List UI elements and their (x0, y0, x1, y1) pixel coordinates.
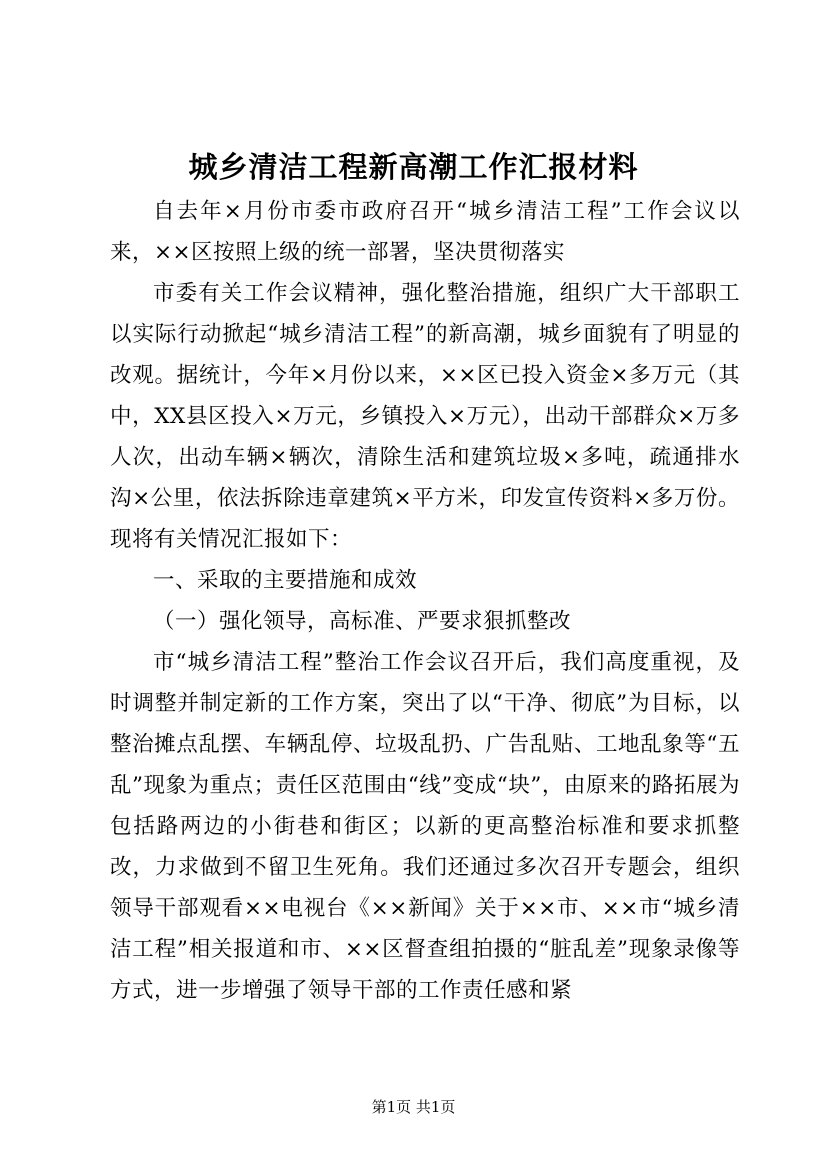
paragraph-intro: 自去年×月份市委市政府召开“城乡清洁工程”工作会议以来，××区按照上级的统一部署，坚决贯彻落实 (110, 199, 740, 265)
document-body-continued (110, 273, 740, 1011)
document-title: 城乡清洁工程新高潮工作汇报材料 (188, 150, 639, 184)
section-heading: 一、采取的主要措施和成效 (153, 568, 418, 593)
subsection-heading: （一）强化领导，高标准、严要求狠抓整改 (153, 609, 572, 634)
document-body (110, 191, 740, 273)
paragraph-statistics: 市委有关工作会议精神，强化整治措施，组织广大干部职工以实际行动掀起“城乡清洁工程”的新高潮，城乡面貌有了明显的改观。据统计，今年×月份以来，××区已投入资金×多万元（其中，XX县区投入×万元，乡镇投入×万元），出动干部群众×万多人次，出动车辆×辆次，清除生活和建筑垃圾×多吨，疏通排水沟×公里，依法拆除违章建筑×平方米，印发宣传资料×多万份。现将有关情况汇报如下： (110, 281, 740, 552)
paragraph-measures: 市“城乡清洁工程”整治工作会议召开后，我们高度重视，及时调整并制定新的工作方案，突出了以“干净、彻底”为目标，以整治摊点乱摆、车辆乱停、垃圾乱扔、广告乱贴、工地乱象等“五乱”现象为重点；责任区范围由“线”变成“块”，由原来的路拓展为包括路两边的小街巷和街区；以新的更高整治标准和要求抓整改，力求做到不留卫生死角。我们还通过多次召开专题会，组织领导干部观看××电视台《××新闻》关于××市、××市“城乡清洁工程”相关报道和市、××区督查组拍摄的“脏乱差”现象录像等方式，进一步增强了领导干部的工作责任感和紧 (110, 650, 740, 1003)
page-footer: 第1页 共1页 (371, 1098, 456, 1116)
